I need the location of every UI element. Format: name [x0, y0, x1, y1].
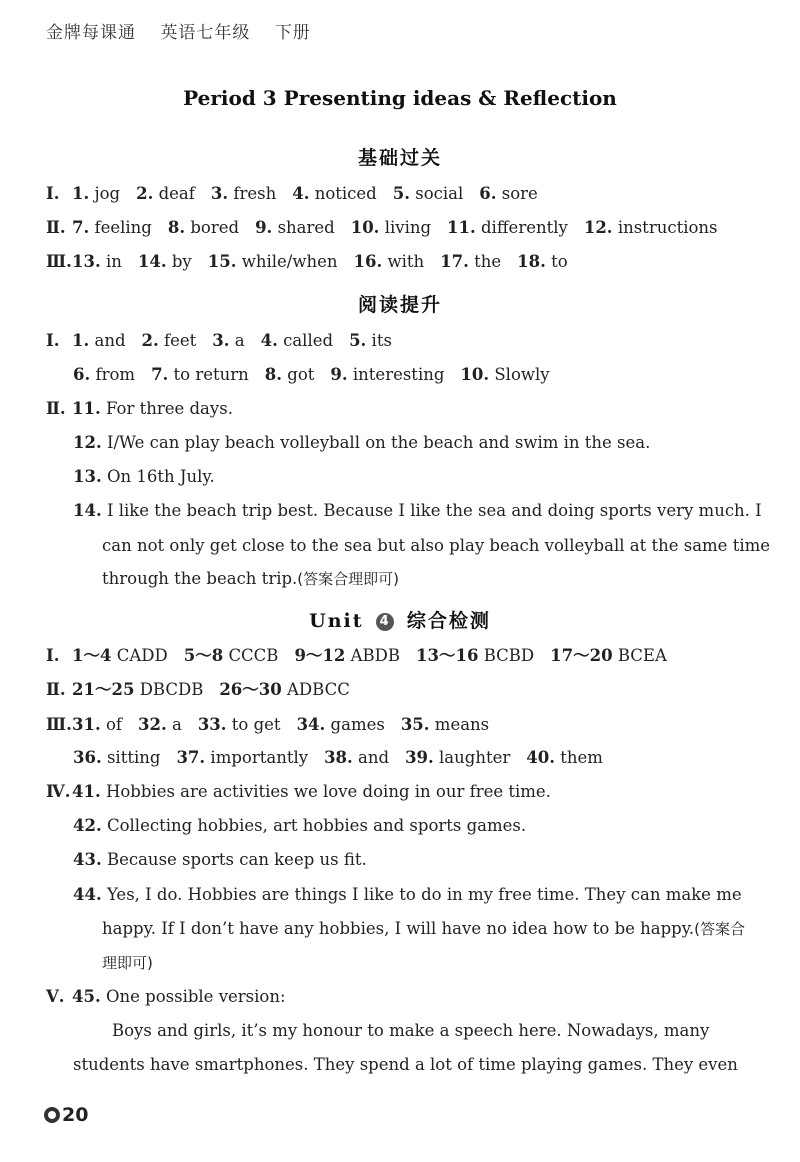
roman-numeral: Ⅱ.: [46, 680, 66, 699]
answer-item: [176, 748, 308, 767]
answer-q45: Ⅴ. 45. One possible version:: [46, 987, 286, 1006]
answer-q44-line2: happy. If I don’t have any hobbies, I will have no idea how to be happy.(答案合: [102, 919, 745, 938]
question-number: 33.: [197, 715, 227, 734]
answer-text: ABDB: [350, 646, 401, 665]
answer-item: [349, 331, 392, 350]
answer-text: from: [95, 365, 136, 384]
question-number: 18.: [517, 252, 546, 271]
question-number: 10.: [350, 218, 380, 237]
question-number: 37.: [176, 748, 206, 767]
answer-item: [261, 331, 333, 350]
question-number: 39.: [405, 748, 434, 767]
answer-item: [72, 715, 122, 734]
answer-item: [168, 218, 239, 237]
question-number: 7.: [151, 365, 169, 384]
question-number: 14.: [137, 252, 167, 271]
question-number: 6.: [479, 184, 497, 203]
answer-q14-line2: can not only get close to the sea but also play beach volleyball at the same time: [102, 536, 771, 555]
question-number: 5.: [392, 184, 410, 203]
answer-text: shared: [277, 218, 335, 237]
question-number: 17～20: [550, 646, 613, 665]
answer-text: jog: [94, 184, 121, 203]
question-number: 36.: [73, 748, 102, 767]
answer-item: [393, 184, 464, 203]
answer-text: deaf: [158, 184, 195, 203]
question-number: 2.: [141, 331, 159, 350]
answer-item: [184, 646, 279, 665]
page-title: Period 3 Presenting ideas & Reflection: [183, 86, 617, 110]
answer-item: [136, 184, 195, 203]
answer-q44: 44. Yes, I do. Hobbies are things I like to do in my free time. They can make me: [73, 885, 742, 904]
answer-q13: 13. On 16th July.: [73, 467, 215, 486]
book-subject: 英语七年级: [160, 23, 251, 43]
question-number: 9～12: [294, 646, 346, 665]
answer-text: a: [234, 331, 245, 350]
question-number: 12.: [583, 218, 613, 237]
answer-row-basic-3: [46, 250, 766, 274]
book-volume: 下册: [274, 23, 311, 43]
answer-item: [208, 252, 338, 271]
question-number: 3.: [212, 331, 230, 350]
question-number: 1.: [72, 331, 90, 350]
answer-text: fresh: [233, 184, 277, 203]
answer-text: noticed: [314, 184, 377, 203]
answer-item: [142, 331, 197, 350]
question-number: 7.: [72, 218, 90, 237]
answer-item: [255, 218, 335, 237]
answer-item: [526, 748, 603, 767]
answer-row-unit-1: [46, 644, 766, 668]
answer-row-reading-1a: [46, 329, 766, 353]
answer-row-reading-1b: [73, 363, 793, 387]
answer-q12: 12. I/We can play beach volleyball on the beach and swim in the sea.: [73, 433, 651, 452]
roman-numeral: Ⅰ.: [46, 646, 60, 665]
book-series: 金牌每课通: [46, 23, 136, 43]
gear-icon: [44, 1107, 60, 1123]
answer-text: living: [384, 218, 432, 237]
question-number: 17.: [440, 252, 469, 271]
answer-text: BCEA: [617, 646, 667, 665]
answer-item: [211, 184, 276, 203]
answer-q44-line3: 理即可): [102, 954, 153, 972]
answer-item: [584, 218, 718, 237]
answer-text: to: [551, 252, 568, 271]
answer-item: [460, 365, 549, 384]
answer-text: BCBD: [483, 646, 535, 665]
answer-item: [72, 331, 126, 350]
question-number: 34.: [296, 715, 326, 734]
answer-item: [212, 331, 244, 350]
answer-text: to get: [231, 715, 281, 734]
answer-item: [401, 715, 489, 734]
answer-row-basic-1: [46, 182, 766, 206]
answer-q42: 42. Collecting hobbies, art hobbies and sports games.: [73, 816, 527, 835]
roman-numeral: Ⅱ.: [46, 218, 66, 237]
question-number: 10.: [460, 365, 490, 384]
answer-item: [517, 252, 568, 271]
question-number: 6.: [73, 365, 91, 384]
question-number: 5～8: [183, 646, 224, 665]
answer-row-unit-3a: [46, 713, 766, 737]
answer-q14: 14. I like the beach trip best. Because I like the sea and doing sports very much. I: [73, 501, 762, 520]
answer-text: CCCB: [228, 646, 279, 665]
answer-item: [550, 646, 667, 665]
page-footer: [44, 1104, 88, 1126]
answer-text: interesting: [352, 365, 445, 384]
section-heading-unit-test: Unit 4 综合检测: [309, 610, 491, 632]
question-number: 38.: [324, 748, 353, 767]
answer-text: sitting: [106, 748, 161, 767]
answer-item: [198, 715, 281, 734]
answer-text: a: [171, 715, 182, 734]
answer-q41: Ⅳ.41. Hobbies are activities we love doing in our free time.: [46, 782, 551, 801]
answer-text: Slowly: [494, 365, 550, 384]
section-heading-basic: 基础过关: [357, 147, 442, 169]
roman-numeral: Ⅰ.: [46, 184, 60, 203]
answer-text: social: [415, 184, 464, 203]
answer-item: [405, 748, 510, 767]
question-number: 40.: [526, 748, 555, 767]
answer-item: [353, 252, 424, 271]
answer-text: with: [387, 252, 425, 271]
answer-text: CADD: [116, 646, 168, 665]
answer-item: [440, 252, 501, 271]
answer-item: [324, 748, 389, 767]
answer-item: [72, 646, 168, 665]
answer-text: instructions: [617, 218, 718, 237]
answer-item: [479, 184, 538, 203]
question-number: 3.: [210, 184, 229, 203]
answer-row-basic-2: [46, 216, 766, 240]
question-number: 16.: [353, 252, 383, 271]
answer-item: [292, 184, 377, 203]
roman-numeral: Ⅱ.: [46, 399, 66, 418]
answer-text: feet: [164, 331, 197, 350]
running-header: [46, 18, 329, 43]
answer-q43: 43. Because sports can keep us fit.: [73, 850, 367, 869]
answer-item: [219, 680, 350, 699]
question-number: 35.: [400, 715, 430, 734]
answer-text: sore: [501, 184, 538, 203]
unit-number-badge: 4: [376, 613, 394, 631]
answer-item: [297, 715, 385, 734]
page-number: 20: [62, 1104, 89, 1126]
answer-text: got: [287, 365, 315, 384]
answer-item: [447, 218, 568, 237]
question-number: 2.: [136, 184, 154, 203]
answer-item: [351, 218, 431, 237]
answer-text: games: [330, 715, 385, 734]
answer-item: [294, 646, 400, 665]
answer-text: importantly: [210, 748, 309, 767]
answer-text: ADBCC: [287, 680, 350, 699]
answer-text: means: [434, 715, 490, 734]
answer-text: its: [371, 331, 392, 350]
essay-paragraph-line2: students have smartphones. They spend a lot of time playing games. They even: [73, 1055, 738, 1074]
answer-text: DBCDB: [139, 680, 204, 699]
answer-text: laughter: [439, 748, 511, 767]
answer-text: of: [105, 715, 123, 734]
question-number: 32.: [138, 715, 167, 734]
answer-text: the: [474, 252, 502, 271]
question-number: 4.: [260, 331, 278, 350]
question-number: 13～16: [416, 646, 479, 665]
answer-row-unit-2: [46, 678, 766, 702]
answer-text: called: [283, 331, 334, 350]
answer-item: [73, 365, 135, 384]
answer-text: differently: [481, 218, 568, 237]
question-number: 4.: [292, 184, 310, 203]
question-number: 1～4: [72, 646, 112, 665]
answer-q11: Ⅱ. 11. For three days.: [46, 397, 766, 421]
question-number: 13.: [72, 252, 101, 271]
answer-text: and: [358, 748, 390, 767]
answer-item: [416, 646, 534, 665]
roman-numeral: Ⅲ.: [46, 715, 72, 734]
question-number: 21～25: [72, 680, 135, 699]
answer-text: feeling: [94, 218, 152, 237]
answer-text: to return: [173, 365, 249, 384]
answer-text: and: [94, 331, 126, 350]
section-heading-reading: 阅读提升: [357, 294, 442, 316]
answer-item: [138, 715, 182, 734]
answer-item: [72, 184, 120, 203]
answer-q14-line3: through the beach trip.(答案合理即可): [102, 569, 400, 588]
question-number: 8.: [264, 365, 283, 384]
answer-text: in: [105, 252, 122, 271]
essay-paragraph-line1: Boys and girls, it’s my honour to make a speech here. Nowadays, many: [112, 1021, 710, 1040]
question-number: 8.: [167, 218, 186, 237]
answer-item: [72, 252, 122, 271]
answer-text: while/when: [241, 252, 338, 271]
question-number: 11.: [447, 218, 476, 237]
answer-item: [138, 252, 192, 271]
answer-item: [265, 365, 315, 384]
answer-text: bored: [190, 218, 240, 237]
answer-text: by: [171, 252, 192, 271]
question-number: 15.: [207, 252, 237, 271]
question-number: 31.: [72, 715, 101, 734]
question-number: 9.: [330, 365, 348, 384]
answer-item: [330, 365, 444, 384]
answer-row-unit-3b: [73, 746, 793, 770]
question-number: 1.: [72, 184, 90, 203]
answer-item: [72, 680, 203, 699]
question-number: 9.: [255, 218, 273, 237]
roman-numeral: Ⅰ.: [46, 331, 60, 350]
roman-numeral: Ⅲ.: [46, 252, 72, 271]
question-number: 5.: [349, 331, 367, 350]
answer-text: them: [560, 748, 603, 767]
answer-item: [151, 365, 249, 384]
answer-item: [73, 748, 160, 767]
question-number: 26～30: [219, 680, 282, 699]
answer-item: [72, 218, 152, 237]
